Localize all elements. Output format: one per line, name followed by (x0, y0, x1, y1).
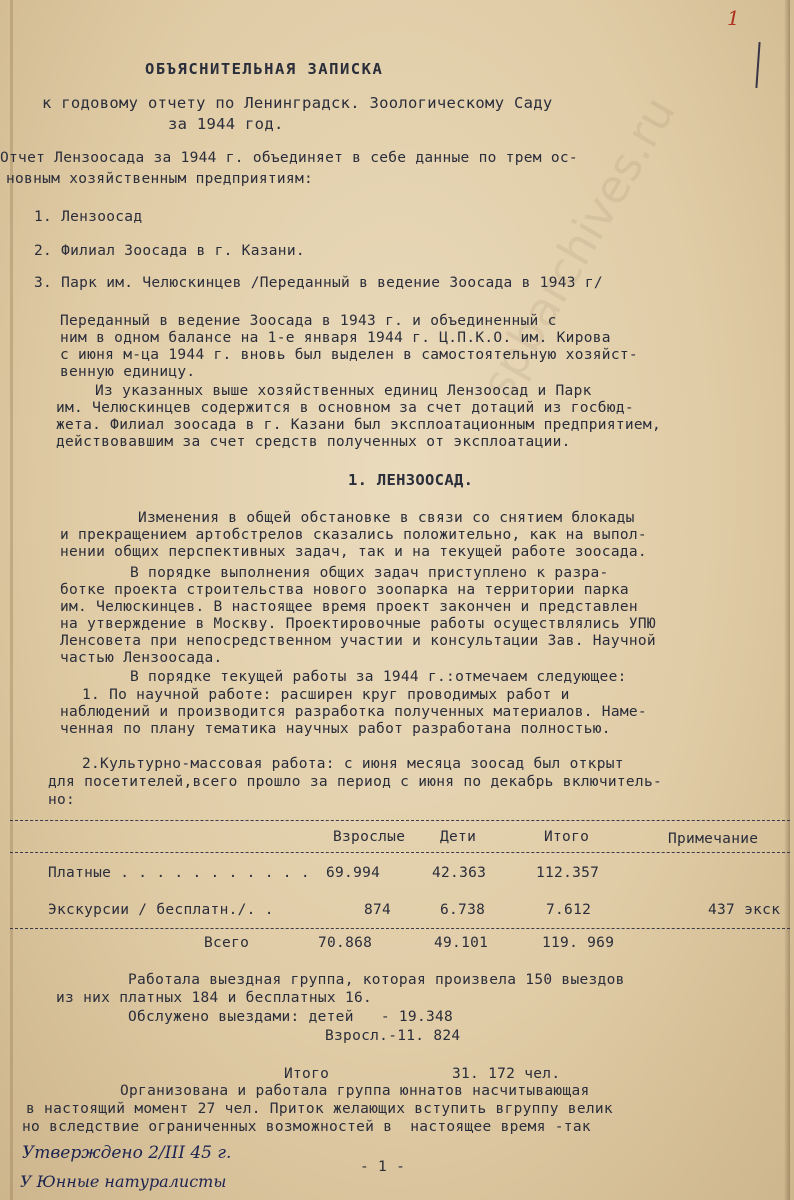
archive-watermark: spbarchives.ru (470, 87, 686, 407)
subtitle-line-2: за 1944 год. (168, 115, 284, 133)
page-number: - 1 - (360, 1159, 406, 1175)
table-header-total: Итого (544, 829, 590, 845)
project-para-line: Ленсовета при непосредственном участии и консультации Зав. Научной (60, 633, 656, 649)
table-header-children: Дети (440, 829, 477, 845)
table-total-total: 119. 969 (542, 935, 615, 951)
intro-line: Отчет Лензоосада за 1944 г. объединяет в себе данные по трем ос- (0, 150, 578, 166)
grand-total-value: 31. 172 чел. (452, 1066, 561, 1082)
paper-edge-shadow (784, 0, 790, 1200)
enterprise-item: 3. Парк им. Челюскинцев /Переданный в ведение Зоосада в 1943 г/ (34, 275, 603, 291)
current-para-line: ченная по плану тематика научных работ разработана полностью. (60, 721, 611, 737)
intro-line: новным хозяйственным предприятиям: (6, 171, 314, 187)
table-cell-total: 7.612 (546, 902, 592, 918)
table-total-label: Всего (204, 935, 250, 951)
table-header-note: Примечание (668, 831, 759, 847)
table-cell-adults: 69.994 (326, 865, 381, 881)
table-row-label: Экскурсии / бесплатн./. . (48, 902, 274, 918)
transfer-para-line: ним в одном балансе на 1-е января 1944 г. Ц.П.К.О. им. Кирова (60, 330, 611, 346)
funding-para-line: Из указанных выше хозяйственных единиц Лензоосад и Парк (95, 383, 592, 399)
table-row-label: Платные . . . . . . . . . . . (48, 865, 310, 881)
table-cell-adults: 874 (364, 902, 392, 918)
cultural-para-line: для посетителей,всего прошло за период с июня по декабрь включитель- (48, 774, 663, 790)
enterprise-item: 1. Лензоосад (34, 209, 143, 225)
page-corner-mark: 1 (727, 6, 740, 30)
transfer-para-line: Переданный в ведение Зоосада в 1943 г. и объединенный с (60, 313, 557, 329)
funding-para-line: жета. Филиал зоосада в г. Казани был эксплоатационным предприятием, (56, 417, 661, 433)
mobile-para-line: Обслужено выездами: детей - 19.348 (128, 1009, 454, 1025)
table-cell-children: 42.363 (432, 865, 487, 881)
changes-para-line: и прекращением артобстрелов сказались положительно, как на выпол- (60, 527, 647, 543)
enterprise-item: 2. Филиал Зоосада в г. Казани. (34, 243, 305, 259)
table-total-rule (10, 928, 790, 929)
table-cell-children: 6.738 (440, 902, 486, 918)
current-para-line: наблюдений и производится разработка полученных материалов. Наме- (60, 704, 647, 720)
table-cell-note: 437 экск (708, 902, 781, 918)
group-para-line: в настоящий момент 27 чел. Приток желающих вступить вгруппу велик (26, 1101, 613, 1117)
project-para-line: частью Лензоосада. (60, 650, 223, 666)
changes-para-line: нении общих перспективных задач, так и на текущей работе зоосада. (60, 544, 647, 560)
project-para-line: ботке проекта строительства нового зоопарка на территории парка (60, 582, 629, 598)
group-para-line: Организована и работала группа юннатов насчитывающая (120, 1083, 590, 1099)
handwritten-approval-note: Утверждено 2/III 45 г. (22, 1143, 232, 1163)
cultural-para-line: 2.Культурно-массовая работа: с июня месяца зоосад был открыт (82, 756, 624, 772)
current-para-line: 1. По научной работе: расширен круг проводимых работ и (82, 687, 570, 703)
project-para-line: на утверждение в Москву. Проектировочные работы осуществлялись УПЮ (60, 616, 656, 632)
project-para-line: им. Челюскинцев. В настоящее время проект закончен и представлен (60, 599, 638, 615)
table-header-rule (10, 852, 790, 853)
mobile-para-line: Работала выездная группа, которая произвела 150 выездов (128, 972, 625, 988)
transfer-para-line: венную единицу. (60, 364, 196, 380)
section-heading: 1. ЛЕНЗООСАД. (348, 471, 474, 489)
funding-para-line: им. Челюскинцев содержится в основном за счет дотаций из госбюд- (56, 400, 634, 416)
current-para-line: В порядке текущей работы за 1944 г.:отмечаем следующее: (130, 669, 627, 685)
table-top-rule (10, 820, 790, 821)
changes-para-line: Изменения в общей обстановке в связи со снятием блокады (138, 510, 635, 526)
mobile-para-line: Взросл.-11. 824 (325, 1028, 461, 1044)
transfer-para-line: с июня м-ца 1944 г. вновь был выделен в самостоятельную хозяйст- (60, 347, 638, 363)
table-cell-total: 112.357 (536, 865, 600, 881)
handwritten-approval-note: У Юнные натуралисты (20, 1172, 227, 1191)
table-total-adults: 70.868 (318, 935, 373, 951)
funding-para-line: действовавшим за счет средств полученных от эксплоатации. (56, 434, 571, 450)
document-title: ОБЪЯСНИТЕЛЬНАЯ ЗАПИСКА (145, 60, 384, 78)
table-header-adults: Взрослые (333, 829, 406, 845)
project-para-line: В порядке выполнения общих задач приступлено к разра- (130, 565, 609, 581)
mobile-para-line: из них платных 184 и бесплатных 16. (56, 990, 373, 1006)
cultural-para-line: но: (48, 792, 76, 808)
grand-total-label: Итого (284, 1066, 330, 1082)
margin-pen-stroke (755, 42, 760, 88)
subtitle-line-1: к годовому отчету по Ленинградск. Зоологическому Саду (42, 94, 553, 112)
group-para-line: но вследствие ограниченных возможностей в настоящее время -так (22, 1119, 591, 1135)
table-total-children: 49.101 (434, 935, 489, 951)
